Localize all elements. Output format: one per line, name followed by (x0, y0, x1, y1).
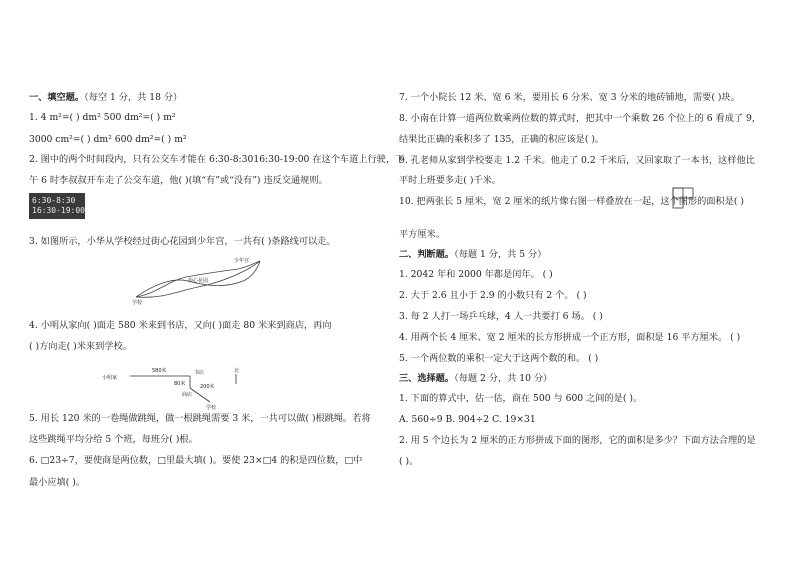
choice-1-options: A. 560÷9 B. 904÷2 C. 19×31 (399, 414, 536, 425)
section2-title: 二、判断题。 (399, 249, 455, 260)
judge-4: 4. 用两个长 4 厘米、宽 2 厘米的长方形拼成一个正方形，面积是 16 平方厘米。 ( ) (399, 332, 741, 343)
route-segment-200 (190, 388, 210, 402)
route-label-north: 北 (234, 368, 240, 374)
q2-line-a: 2. 图中的两个时间段内，只有公交车才能在 6:30-8:3016:30-19:00 在这个车道上行驶，下 (29, 154, 405, 165)
route-label-school: 学校 (206, 405, 217, 410)
route-label-580: 580米 (152, 368, 167, 374)
q10-line-a: 10. 把两张长 5 厘米，宽 2 厘米的纸片像右图一样叠放在一起，这个图形的面积是( ) (399, 196, 744, 207)
bus-lane-time-sign (29, 193, 85, 219)
choice-2-line-b: ( )。 (399, 456, 419, 467)
section2-heading (399, 249, 546, 261)
q1-line-a: 1. 4 m²=( ) dm² 500 dm²=( ) m² (29, 112, 176, 123)
q9-line-a: 9. 孔老师从家到学校要走 1.2 千米。他走了 0.2 千米后，又回家取了一本书，这样他比 (399, 155, 755, 166)
section2-note: （每题 1 分，共 5 分） (454, 249, 547, 260)
section3-note: （每题 2 分，共 10 分） (454, 373, 553, 384)
q7-text: 7. 一个小院长 12 米、宽 6 米，要用长 6 分米、宽 3 分米的地砖铺地，需要( )块。 (399, 92, 740, 103)
q5-line-a: 5. 用长 120 米的一卷绳做跳绳，做一根跳绳需要 3 米，一共可以做( )根跳绳。若将 (29, 413, 371, 424)
sign-time-morning: 6:30-8:30 (32, 196, 76, 205)
route-label-home: 小明家 (102, 375, 118, 381)
section1-heading (29, 92, 182, 104)
q10-line-b: 平方厘米。 (399, 229, 445, 240)
q2-line-b: 午 6 时李叔叔开车走了公交车道，他( )(填“有”或“没有”) 违反交通规则。 (29, 175, 328, 186)
q6-line-b: 最小应填( )。 (29, 477, 86, 488)
q5-line-b: 这些跳绳平均分给 5 个班，每班分( )根。 (29, 434, 198, 445)
q9-line-b: 平时上班要多走( )千米。 (399, 175, 501, 186)
judge-3: 3. 每 2 人打一场乒乓球，4 人一共要打 6 场。 ( ) (399, 311, 603, 322)
q4-line-b: ( )方向走( )米来到学校。 (29, 341, 132, 352)
map-label-garden: 街心花园 (188, 278, 209, 284)
route-map-figure (128, 255, 278, 305)
choice-1: 1. 下面的算式中，估一估，商在 500 与 600 之间的是( )。 (399, 393, 643, 404)
q8-line-a: 8. 小南在计算一道两位数乘两位数的算式时，把其中一个乘数 26 个位上的 6 看成了 9， (399, 113, 762, 124)
judge-1: 1. 2042 年和 2000 年都是闰年。 ( ) (399, 269, 553, 280)
section3-heading (399, 373, 552, 385)
q6-line-a: 6. □23÷7，要使商是两位数，□里最大填( )。要使 23×□4 的积是四位数，□中 (29, 455, 363, 466)
route-diagram-figure (100, 362, 260, 410)
q4-line-a: 4. 小明从家向( )面走 580 米来到书店，又向( )面走 80 米来到商店，再向 (29, 320, 332, 331)
route-label-bookstore: 书店 (194, 370, 205, 376)
route-label-shop: 商店 (182, 392, 193, 398)
route-label-80: 80米 (174, 381, 186, 387)
map-label-school: 学校 (132, 300, 143, 305)
map-label-palace: 少年宫 (234, 258, 250, 264)
sign-time-evening: 16:30-19:00 (32, 206, 85, 215)
section1-note: （每空 1 分，共 18 分） (84, 92, 183, 103)
judge-5: 5. 一个两位数的乘积一定大于这两个数的和。 ( ) (399, 353, 599, 364)
choice-2-line-a: 2. 用 5 个边长为 2 厘米的正方形拼成下面的图形，它的面积是多少？下面方法合理的是 (399, 435, 756, 446)
route-label-200: 200米 (200, 384, 215, 390)
overlapping-strips-figure (672, 187, 694, 211)
q3-text: 3. 如图所示，小华从学校经过街心花园到少年宫，一共有( )条路线可以走。 (29, 236, 336, 247)
q8-line-b: 结果比正确的乘积多了 135，正确的积应该是( )。 (399, 134, 605, 145)
section1-title: 一、填空题。 (29, 92, 85, 103)
judge-2: 2. 大于 2.6 且小于 2.9 的小数只有 2 个。 ( ) (399, 290, 587, 301)
section3-title: 三、选择题。 (399, 373, 455, 384)
q1-line-b: 3000 cm²=( ) dm² 600 dm²=( ) m² (29, 134, 187, 145)
